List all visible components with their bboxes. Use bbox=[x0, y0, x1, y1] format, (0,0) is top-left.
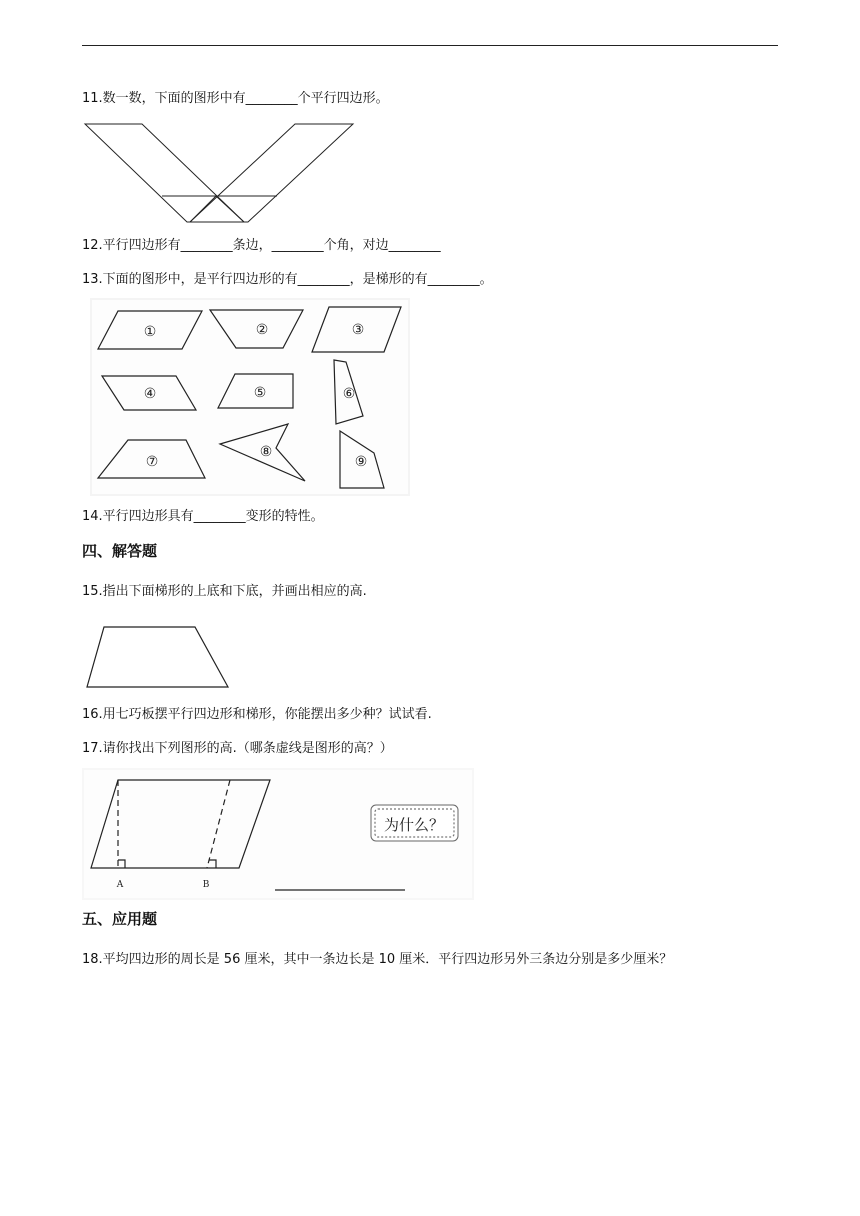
shape-label-5: ⑤ bbox=[253, 385, 267, 401]
trapezoid-figure bbox=[82, 620, 234, 692]
why-bubble-text: 为什么？ bbox=[383, 816, 445, 834]
label-b: B bbox=[202, 880, 210, 890]
section-5-title: 五、应用题 bbox=[82, 910, 158, 928]
why-bubble bbox=[371, 805, 458, 841]
section-4-title: 四、解答题 bbox=[82, 542, 158, 560]
question-17: 17.请你找出下列图形的高.（哪条虚线是图形的高？） bbox=[82, 741, 393, 756]
shape-label-6: ⑥ bbox=[342, 386, 356, 402]
shape-label-7: ⑦ bbox=[145, 454, 159, 470]
header-rule bbox=[82, 45, 778, 46]
question-14: 14.平行四边形具有________变形的特性。 bbox=[82, 509, 324, 524]
shape-label-4: ④ bbox=[143, 386, 157, 402]
question-18: 18.平均四边形的周长是 56 厘米，其中一条边长是 10 厘米．平行四边形另外三条边分别是多少厘米？ bbox=[82, 952, 673, 967]
shapes-figure bbox=[90, 298, 410, 496]
question-16: 16.用七巧板摆平行四边形和梯形，你能摆出多少种？试试看. bbox=[82, 707, 432, 722]
question-13: 13.下面的图形中，是平行四边形的有________，是梯形的有________。 bbox=[82, 272, 493, 287]
question-12: 12.平行四边形有________条边，________个角，对边________ bbox=[82, 238, 441, 253]
question-11: 11.数一数，下面的图形中有________个平行四边形。 bbox=[82, 91, 389, 106]
v-parallelogram-figure bbox=[82, 118, 362, 226]
shape-label-8: ⑧ bbox=[259, 444, 273, 460]
shape-label-9: ⑨ bbox=[354, 454, 368, 470]
label-a: A bbox=[116, 880, 124, 890]
parallelogram-heights-figure bbox=[82, 768, 474, 900]
shape-label-2: ② bbox=[255, 322, 269, 338]
shape-label-3: ③ bbox=[351, 322, 365, 338]
shape-label-1: ① bbox=[143, 324, 157, 340]
question-15: 15.指出下面梯形的上底和下底，并画出相应的高. bbox=[82, 584, 367, 599]
